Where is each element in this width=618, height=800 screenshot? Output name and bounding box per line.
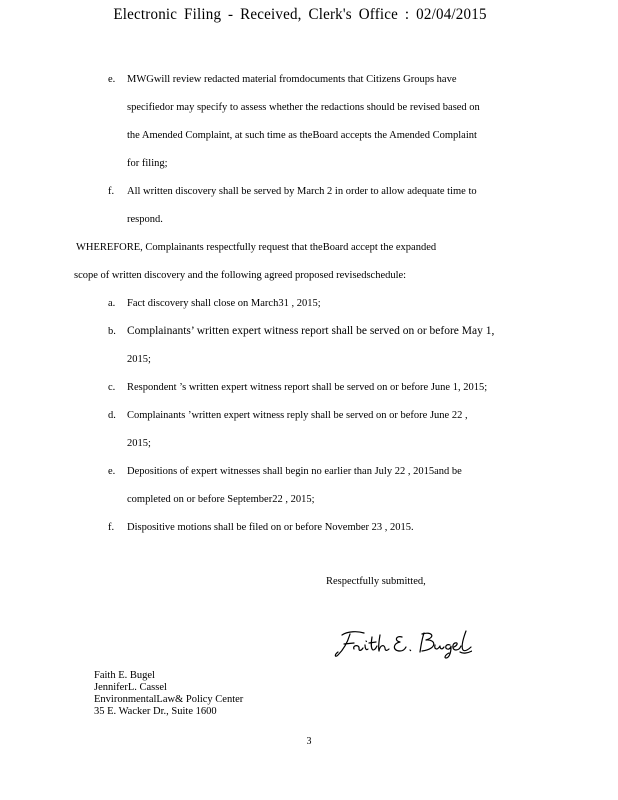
body-line: the Amended Complaint, at such time as theBoard accepts the Amended Complaint	[127, 130, 477, 141]
body-line: Respondent ’s written expert witness report shall be served on or before June 1, 2015;	[127, 382, 488, 393]
closing-text: Respectfully submitted,	[326, 576, 426, 587]
body-line: Depositions of expert witnesses shall begin no earlier than July 22 , 2015and be	[127, 466, 462, 477]
signature-image	[332, 625, 472, 663]
body-line: completed on or before September22 , 2015;	[127, 494, 315, 505]
item-marker: e.	[108, 74, 116, 85]
body-line: specifiedor may specify to assess whether the redactions should be revised based on	[127, 102, 480, 113]
address-line: EnvironmentalLaw& Policy Center	[94, 694, 244, 705]
address-line: JenniferL. Cassel	[94, 682, 167, 693]
item-marker: f.	[108, 522, 115, 533]
body-line: 2015;	[127, 438, 151, 449]
body-line: MWGwill review redacted material fromdocuments that Citizens Groups have	[127, 74, 457, 85]
address-line: Faith E. Bugel	[94, 670, 155, 681]
body-line: 2015;	[127, 354, 151, 365]
filing-header: Electronic Filing - Received, Clerk's Office : 02/04/2015	[113, 6, 487, 23]
body-line: Complainants ’written expert witness reply shall be served on or before June 22 ,	[127, 410, 468, 421]
body-line: Fact discovery shall close on March31 , 2015;	[127, 298, 321, 309]
item-marker: b.	[108, 326, 116, 337]
address-line: 35 E. Wacker Dr., Suite 1600	[94, 706, 217, 717]
body-line: All written discovery shall be served by March 2 in order to allow adequate time to	[127, 186, 477, 197]
page-number: 3	[306, 736, 312, 747]
wherefore-line: scope of written discovery and the following agreed proposed revisedschedule:	[74, 270, 407, 281]
wherefore-line: WHEREFORE, Complainants respectfully request that theBoard accept the expanded	[76, 242, 437, 253]
item-marker: a.	[108, 298, 116, 309]
body-line: Complainants’ written expert witness report shall be served on or before May 1,	[127, 325, 495, 337]
item-marker: d.	[108, 410, 116, 421]
item-marker: f.	[108, 186, 115, 197]
body-line: respond.	[127, 214, 163, 225]
item-marker: c.	[108, 382, 116, 393]
item-marker: e.	[108, 466, 116, 477]
body-line: for filing;	[127, 158, 168, 169]
body-line: Dispositive motions shall be filed on or before November 23 , 2015.	[127, 522, 414, 533]
